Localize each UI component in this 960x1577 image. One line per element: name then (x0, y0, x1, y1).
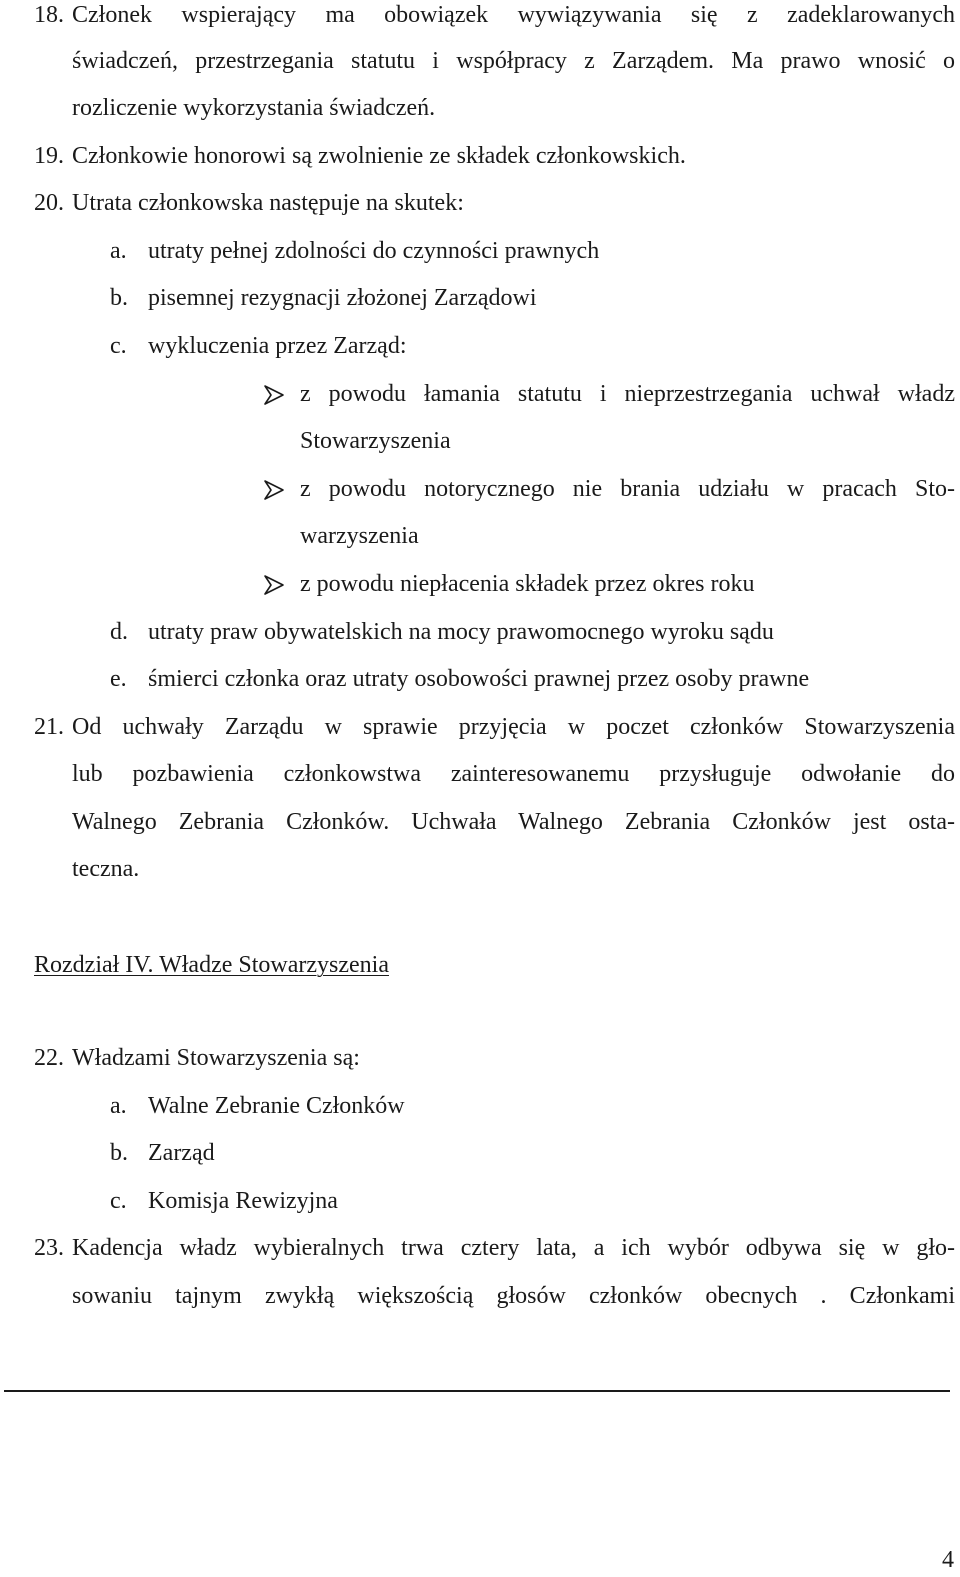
item-18-line-1: Członek wspierający ma obowiązek wywiązywania się z zadeklarowanych (72, 2, 955, 28)
item-20-c-letter: c. (110, 333, 127, 359)
item-22-c-letter: c. (110, 1188, 127, 1214)
item-22-a-text: Walne Zebranie Członków (148, 1093, 405, 1119)
bullet-1-line-2: Stowarzyszenia (300, 428, 451, 454)
item-number-19: 19. (34, 143, 64, 169)
arrow-bullet-icon (263, 574, 285, 596)
item-22-c-text: Komisja Rewizyjna (148, 1188, 338, 1214)
item-number-22: 22. (34, 1045, 64, 1071)
item-23-line-1: Kadencja władz wybieralnych trwa cztery lata, a ich wybór odbywa się w gło- (72, 1235, 955, 1261)
item-20-b-letter: b. (110, 285, 128, 311)
item-20-a-text: utraty pełnej zdolności do czynności prawnych (148, 238, 600, 264)
item-20-d-text: utraty praw obywatelskich na mocy prawomocnego wyroku sądu (148, 619, 774, 645)
item-22-a-letter: a. (110, 1093, 127, 1119)
bullet-2-line-1: z powodu notorycznego nie brania udziału w pracach Sto- (300, 476, 955, 502)
item-19-text: Członkowie honorowi są zwolnienie ze składek członkowskich. (72, 143, 686, 169)
item-22-b-text: Zarząd (148, 1140, 215, 1166)
bullet-3-line-1: z powodu niepłacenia składek przez okres roku (300, 571, 755, 597)
item-23-line-2: sowaniu tajnym zwykłą większością głosów członków obecnych . Członkami (72, 1283, 955, 1309)
item-20-e-letter: e. (110, 666, 127, 692)
page-number: 4 (942, 1547, 954, 1573)
item-number-23: 23. (34, 1235, 64, 1261)
item-20-b-text: pisemnej rezygnacji złożonej Zarządowi (148, 285, 537, 311)
item-20-e-text: śmierci członka oraz utraty osobowości prawnej przez osoby prawne (148, 666, 810, 692)
item-21-line-3: Walnego Zebrania Członków. Uchwała Walnego Zebrania Członków jest osta- (72, 809, 955, 835)
item-number-20: 20. (34, 190, 64, 216)
item-18-line-2: świadczeń, przestrzegania statutu i współpracy z Zarządem. Ma prawo wnosić o (72, 48, 955, 74)
item-number-18: 18. (34, 2, 64, 28)
arrow-bullet-icon (263, 479, 285, 501)
bullet-1-line-1: z powodu łamania statutu i nieprzestrzegania uchwał władz (300, 381, 955, 407)
item-22-text: Władzami Stowarzyszenia są: (72, 1045, 360, 1071)
footer-rule (4, 1390, 950, 1392)
arrow-bullet-icon (263, 384, 285, 406)
item-20-d-letter: d. (110, 619, 128, 645)
item-21-line-1: Od uchwały Zarządu w sprawie przyjęcia w poczet członków Stowarzyszenia (72, 714, 955, 740)
item-20-a-letter: a. (110, 238, 127, 264)
item-18-line-3: rozliczenie wykorzystania świadczeń. (72, 95, 436, 121)
item-21-line-2: lub pozbawienia członkowstwa zainteresowanemu przysługuje odwołanie do (72, 761, 955, 787)
item-20-text: Utrata członkowska następuje na skutek: (72, 190, 464, 216)
chapter-heading: Rozdział IV. Władze Stowarzyszenia (34, 952, 389, 978)
item-22-b-letter: b. (110, 1140, 128, 1166)
item-number-21: 21. (34, 714, 64, 740)
bullet-2-line-2: warzyszenia (300, 523, 419, 549)
item-21-line-4: teczna. (72, 856, 140, 882)
item-20-c-text: wykluczenia przez Zarząd: (148, 333, 407, 359)
